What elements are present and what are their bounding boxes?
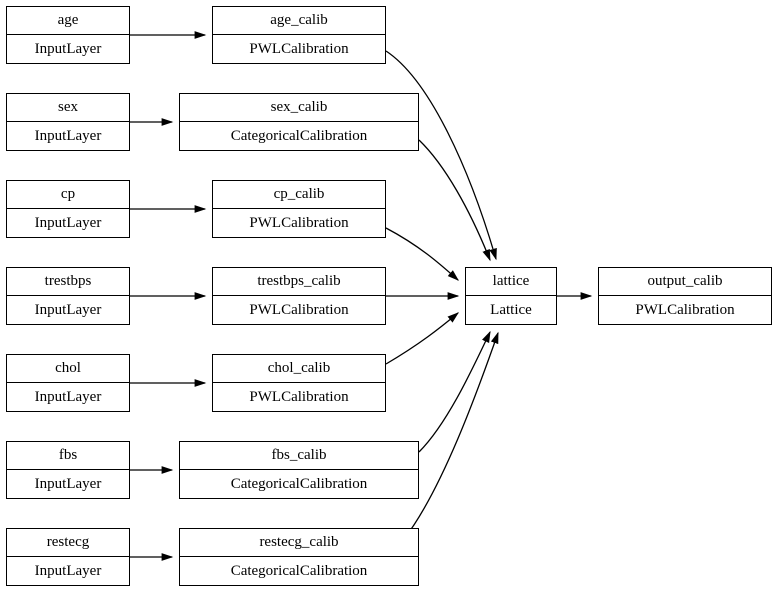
node-title: fbs_calib	[180, 442, 418, 470]
node-title: trestbps	[7, 268, 129, 296]
edge-restecg_calib-to-lattice	[404, 333, 498, 539]
node-type: CategoricalCalibration	[230, 562, 368, 579]
node-type: Lattice	[490, 301, 532, 318]
node-age[interactable]	[6, 6, 130, 64]
node-type: CategoricalCalibration	[230, 127, 368, 144]
node-title: trestbps_calib	[213, 268, 385, 296]
node-cp[interactable]	[6, 180, 130, 238]
node-trestbps[interactable]	[6, 267, 130, 325]
edge-chol_calib-to-lattice	[386, 313, 458, 364]
node-title: age_calib	[213, 7, 385, 35]
node-type: PWLCalibration	[249, 214, 349, 231]
node-title: restecg	[7, 529, 129, 557]
node-chol_calib[interactable]	[212, 354, 386, 412]
node-type: InputLayer	[34, 388, 102, 405]
edge-age_calib-to-lattice	[386, 51, 496, 259]
node-output_calib[interactable]	[598, 267, 772, 325]
node-age_calib[interactable]	[212, 6, 386, 64]
node-title: age	[7, 7, 129, 35]
node-title: fbs	[7, 442, 129, 470]
node-fbs[interactable]	[6, 441, 130, 499]
node-type: PWLCalibration	[249, 388, 349, 405]
node-fbs_calib[interactable]	[179, 441, 419, 499]
node-type: InputLayer	[34, 127, 102, 144]
node-type: InputLayer	[34, 562, 102, 579]
node-chol[interactable]	[6, 354, 130, 412]
node-title: output_calib	[599, 268, 771, 296]
node-restecg_calib[interactable]	[179, 528, 419, 586]
edge-cp_calib-to-lattice	[386, 228, 458, 280]
node-lattice[interactable]	[465, 267, 557, 325]
node-type: InputLayer	[34, 475, 102, 492]
node-type: CategoricalCalibration	[230, 475, 368, 492]
node-title: chol	[7, 355, 129, 383]
node-title: lattice	[466, 268, 556, 296]
node-sex_calib[interactable]	[179, 93, 419, 151]
node-type: InputLayer	[34, 40, 102, 57]
node-title: sex_calib	[180, 94, 418, 122]
node-title: cp	[7, 181, 129, 209]
node-title: sex	[7, 94, 129, 122]
node-title: chol_calib	[213, 355, 385, 383]
edge-fbs_calib-to-lattice	[419, 332, 490, 452]
node-title: restecg_calib	[180, 529, 418, 557]
node-title: cp_calib	[213, 181, 385, 209]
node-cp_calib[interactable]	[212, 180, 386, 238]
node-type: PWLCalibration	[249, 40, 349, 57]
edge-sex_calib-to-lattice	[419, 140, 490, 260]
node-type: InputLayer	[34, 301, 102, 318]
node-trestbps_calib[interactable]	[212, 267, 386, 325]
node-sex[interactable]	[6, 93, 130, 151]
node-type: PWLCalibration	[635, 301, 735, 318]
node-type: PWLCalibration	[249, 301, 349, 318]
node-type: InputLayer	[34, 214, 102, 231]
node-restecg[interactable]	[6, 528, 130, 586]
